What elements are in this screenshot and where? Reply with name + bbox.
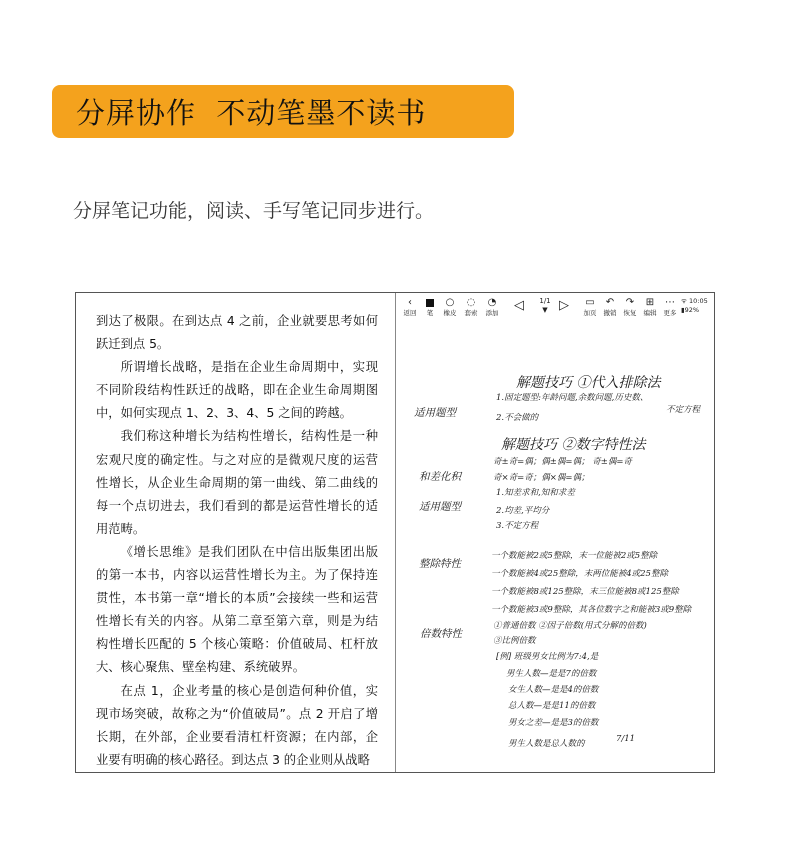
lasso-icon: ◌ <box>466 297 476 308</box>
note-line: 解题技巧 ②数字特性法 <box>501 437 646 453</box>
note-line: 奇×奇=奇；偶×偶=偶； <box>493 473 590 483</box>
note-line: 一个数能被3或9整除，其各位数字之和能被3或9整除 <box>491 605 692 615</box>
note-line: 一个数能被2或5整除，末一位能被2或5整除 <box>491 551 658 561</box>
feature-subtitle: 分屏笔记功能，阅读、手写笔记同步进行。 <box>73 200 435 222</box>
note-toolbar <box>399 297 713 323</box>
undo-icon: ↶ <box>605 297 615 308</box>
clock: 10:05 <box>689 297 708 305</box>
note-line: 一个数能被4或25整除，末两位能被4或25整除 <box>491 569 668 579</box>
note-line: 男生人数—是是7的倍数 <box>506 669 597 679</box>
add-page-button[interactable]: ▭ 加页 <box>583 297 597 317</box>
page-dropdown-icon: ▼ <box>542 306 548 314</box>
edit-button[interactable]: ⊞ 编辑 <box>643 297 657 317</box>
redo-button[interactable]: ↷ 恢复 <box>623 297 637 317</box>
redo-icon: ↷ <box>625 297 635 308</box>
status-area <box>681 297 708 315</box>
lasso-button[interactable]: ◌ 套索 <box>464 297 478 317</box>
note-line: 适用题型 <box>419 501 461 513</box>
note-fraction: 7/11 <box>616 734 636 744</box>
pen-icon <box>426 297 434 309</box>
undo-button[interactable]: ↶ 撤销 <box>603 297 617 317</box>
note-line: 总人数—是是11的倍数 <box>508 701 596 711</box>
note-line: 女生人数—是是4的倍数 <box>508 685 599 695</box>
note-line: 倍数特性 <box>420 628 462 640</box>
device-screen <box>75 292 715 773</box>
note-line: 和差化积 <box>419 471 461 483</box>
next-page-icon[interactable]: ▷ <box>559 298 569 313</box>
note-line: 男女之差—是是3的倍数 <box>508 718 599 728</box>
note-line: 1.固定题型:年龄问题,余数问题,历史数、 <box>496 393 649 403</box>
note-line: 适用题型 <box>414 407 456 419</box>
note-line: 2.均差,平均分 <box>496 506 550 516</box>
note-line: ③比例倍数 <box>493 636 536 646</box>
note-line: 1.知差求和,知和求差 <box>496 488 575 498</box>
add-page-icon: ▭ <box>585 297 595 308</box>
add-icon: ◔ <box>487 297 497 308</box>
note-line: 奇±奇=偶；偶±偶=偶； 奇±偶=奇 <box>493 457 632 467</box>
note-line: 男生人数是总人数的 <box>508 739 585 749</box>
note-line: 一个数能被8或125整除，末三位能被8或125整除 <box>491 587 679 597</box>
more-icon: ⋯ <box>665 297 675 308</box>
reader-pane[interactable] <box>96 310 378 772</box>
reader-paragraph: 所谓增长战略，是指在企业生命周期中，实现不同阶段结构性跃迁的战略，即在企业生命周期图中，如何实现点 1、2、3、4、5 之间的跨越。 <box>96 360 378 421</box>
battery-level: 92% <box>684 306 700 314</box>
page-indicator[interactable]: 1/1 ▼ <box>533 297 557 315</box>
note-line: [例] 班级男女比例为7:4,是 <box>496 652 599 662</box>
wifi-icon: ᯤ <box>681 297 687 305</box>
note-line: 解题技巧 ①代入排除法 <box>516 375 661 391</box>
reader-paragraph: 到达了极限。在到达点 4 之前，企业就要思考如何跃迁到点 5。 <box>96 314 378 352</box>
reader-paragraph: 我们称这种增长为结构性增长，结构性是一种宏观尺度的确定性。与之对应的是微观尺度的运营性增长，从企业生命周期的第一曲线、第二曲线的每一个点切进去，我们看到的都是运营性增长的适用范畴。 <box>96 429 378 536</box>
pen-button[interactable]: 笔 <box>419 297 441 318</box>
eraser-button[interactable]: ○ 橡皮 <box>443 297 457 317</box>
note-line: 不定方程 <box>666 405 701 415</box>
prev-page-icon[interactable]: ◁ <box>514 298 524 313</box>
note-line: 整除特性 <box>419 558 461 570</box>
feature-banner: 分屏协作 不动笔墨不读书 <box>52 85 514 138</box>
more-button[interactable]: ⋯ 更多 <box>663 297 677 317</box>
battery-icon: ▮ <box>681 306 685 314</box>
note-line: 2.不会做的 <box>496 413 539 423</box>
note-line: 3.不定方程 <box>496 521 539 531</box>
edit-icon: ⊞ <box>645 297 655 308</box>
add-button[interactable]: ◔ 添加 <box>485 297 499 317</box>
note-line: ①普通倍数 ②因子倍数(用式分解的倍数) <box>493 621 647 631</box>
back-icon: ‹ <box>408 297 412 308</box>
reader-paragraph: 在点 1，企业考量的核心是创造何种价值，实现市场突破，故称之为“价值破局”。点 2 开启了增长期，在外部，企业要看清杠杆资源；在内部，企业要有明确的核心路径。到达点 3 的企业则从战略 <box>96 683 378 767</box>
back-button[interactable]: ‹ 返回 <box>403 297 417 317</box>
reader-paragraph: 《增长思维》是我们团队在中信出版集团出版的第一本书，内容以运营性增长为主。为了保持连贯性，本书第一章“增长的本质”会接续一些和运营性增长有关的内容。从第二章至第六章，则是为结构性增长匹配的 5 个核心策略：价值破局、杠杆放大、核心聚焦、壁垒构建、系统破界。 <box>96 544 378 675</box>
eraser-icon: ○ <box>445 297 455 308</box>
split-divider[interactable] <box>395 293 396 772</box>
